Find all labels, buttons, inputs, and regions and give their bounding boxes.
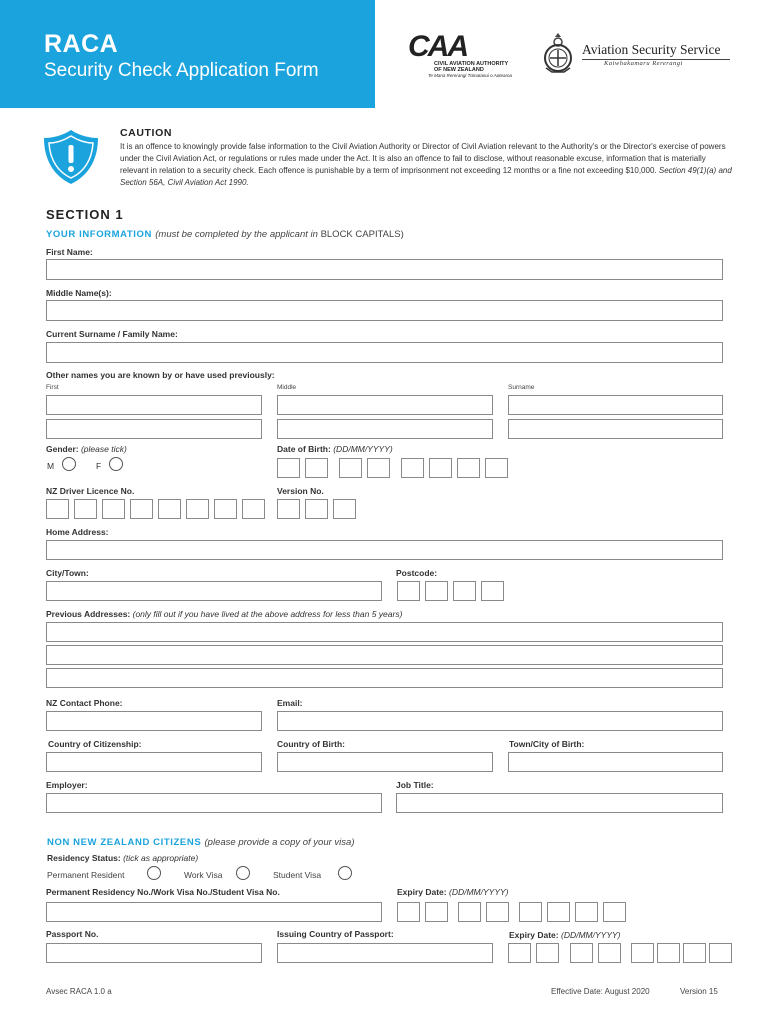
postcode-label: Postcode: xyxy=(396,568,438,578)
licence-char-6[interactable] xyxy=(186,499,209,519)
dob-digit-2[interactable] xyxy=(305,458,328,478)
other-surname-col-label: Surname xyxy=(508,384,535,391)
country-of-birth-label: Country of Birth: xyxy=(277,739,345,749)
passport-expiry-digit-4[interactable] xyxy=(598,943,621,963)
dob-digit-5[interactable] xyxy=(401,458,424,478)
licence-char-2[interactable] xyxy=(74,499,97,519)
gender-f-label: F xyxy=(96,461,102,471)
your-information-note: (must be completed by the applicant in BLOCK CAPITALS) xyxy=(155,229,404,240)
town-of-birth-label: Town/City of Birth: xyxy=(509,739,585,749)
home-address-field[interactable] xyxy=(46,540,723,560)
dob-digit-7[interactable] xyxy=(457,458,480,478)
passport-expiry-digit-1[interactable] xyxy=(508,943,531,963)
middle-names-field[interactable] xyxy=(46,300,723,321)
non-nz-heading: NON NEW ZEALAND CITIZENS (please provide a copy of your visa) xyxy=(47,837,355,848)
gender-m-radio[interactable] xyxy=(62,457,76,471)
passport-expiry-label: Expiry Date: (DD/MM/YYYY) xyxy=(509,930,621,940)
postcode-digit-2[interactable] xyxy=(425,581,448,601)
visa-number-field[interactable] xyxy=(46,902,382,922)
issuing-country-label: Issuing Country of Passport: xyxy=(277,929,394,939)
other-middle-field-1[interactable] xyxy=(277,395,493,415)
passport-expiry-digit-3[interactable] xyxy=(570,943,593,963)
town-of-birth-field[interactable] xyxy=(508,752,723,772)
dob-digit-3[interactable] xyxy=(339,458,362,478)
citizenship-label: Country of Citizenship: xyxy=(48,739,142,749)
caution-title: CAUTION xyxy=(120,127,173,139)
passport-expiry-digit-2[interactable] xyxy=(536,943,559,963)
first-name-label: First Name: xyxy=(46,247,93,257)
licence-char-3[interactable] xyxy=(102,499,125,519)
non-nz-note: (please provide a copy of your visa) xyxy=(204,837,355,848)
version-digit-3[interactable] xyxy=(333,499,356,519)
gender-label: Gender: (please tick) xyxy=(46,444,127,454)
caa-name-line1: CIVIL AVIATION AUTHORITY xyxy=(434,61,509,67)
employer-field[interactable] xyxy=(46,793,382,813)
passport-expiry-digit-6[interactable] xyxy=(657,943,680,963)
previous-address-field-3[interactable] xyxy=(46,668,723,688)
student-visa-label: Student Visa xyxy=(273,870,322,880)
visa-expiry-digit-7[interactable] xyxy=(575,902,598,922)
dob-digit-8[interactable] xyxy=(485,458,508,478)
dob-label: Date of Birth: (DD/MM/YYYY) xyxy=(277,444,393,454)
visa-expiry-digit-8[interactable] xyxy=(603,902,626,922)
permanent-resident-label: Permanent Resident xyxy=(47,870,125,880)
phone-field[interactable] xyxy=(46,711,262,731)
country-of-birth-field[interactable] xyxy=(277,752,493,772)
caution-body: It is an offence to knowingly provide false information to the Civil Aviation Authority or Director of Civil Aviation relevant to the Authority's or the Director's exercise of powers under the Civil Aviation Act, or regulations or rules made under the Act. It is also an offence to fail to disclose, without reasonable excuse, information that is materially relevant in relation to a security check. Each offence is punishable by a term of imprisonment not exceeding 12 months or a fine not exceeding $10,000. xyxy=(120,142,726,175)
previous-addresses-label: Previous Addresses: (only fill out if you have lived at the above address for less than 5 years) xyxy=(46,609,403,619)
gender-m-label: M xyxy=(47,461,55,471)
visa-expiry-digit-3[interactable] xyxy=(458,902,481,922)
section-title: SECTION 1 xyxy=(46,207,124,222)
previous-address-field-2[interactable] xyxy=(46,645,723,665)
version-digit-1[interactable] xyxy=(277,499,300,519)
postcode-digit-1[interactable] xyxy=(397,581,420,601)
licence-char-8[interactable] xyxy=(242,499,265,519)
job-title-label: Job Title: xyxy=(396,780,434,790)
avsec-name: Aviation Security Service xyxy=(582,42,721,57)
licence-char-1[interactable] xyxy=(46,499,69,519)
previous-address-field-1[interactable] xyxy=(46,622,723,642)
dob-digit-1[interactable] xyxy=(277,458,300,478)
licence-char-5[interactable] xyxy=(158,499,181,519)
avsec-crest-icon xyxy=(542,32,574,74)
visa-number-label: Permanent Residency No./Work Visa No./Student Visa No. xyxy=(46,887,280,897)
city-label: City/Town: xyxy=(46,568,89,578)
visa-expiry-digit-4[interactable] xyxy=(486,902,509,922)
caution-text xyxy=(120,141,732,189)
other-names-label: Other names you are known by or have used previously: xyxy=(46,370,275,380)
passport-expiry-digit-8[interactable] xyxy=(709,943,732,963)
city-field[interactable] xyxy=(46,581,382,601)
gender-f-radio[interactable] xyxy=(109,457,123,471)
issuing-country-field[interactable] xyxy=(277,943,493,963)
form-code-title: RACA xyxy=(44,30,119,58)
other-first-col-label: First xyxy=(46,384,59,391)
licence-char-4[interactable] xyxy=(130,499,153,519)
footer-version: Version 15 xyxy=(680,987,718,996)
caa-logo xyxy=(408,30,512,80)
form-title: Security Check Application Form xyxy=(44,60,319,81)
other-surname-field-2[interactable] xyxy=(508,419,723,439)
job-title-field[interactable] xyxy=(396,793,723,813)
work-visa-radio[interactable] xyxy=(236,866,250,880)
caution-reference: Section 49(1)(a) and Section 56A, Civil Aviation Act 1990. xyxy=(120,166,732,187)
passport-label: Passport No. xyxy=(46,929,99,939)
citizenship-field[interactable] xyxy=(46,752,262,772)
version-digit-2[interactable] xyxy=(305,499,328,519)
phone-label: NZ Contact Phone: xyxy=(46,698,123,708)
caa-name-maori: Te Mana Rererangi Tūmatanui o Aotearoa xyxy=(428,73,512,78)
postcode-digit-3[interactable] xyxy=(453,581,476,601)
avsec-maori-name: Kaiwhakamaru Rererangi xyxy=(604,60,683,67)
permanent-resident-radio[interactable] xyxy=(147,866,161,880)
visa-expiry-label: Expiry Date: (DD/MM/YYYY) xyxy=(397,887,509,897)
surname-field[interactable] xyxy=(46,342,723,363)
visa-expiry-digit-5[interactable] xyxy=(519,902,542,922)
passport-field[interactable] xyxy=(46,943,262,963)
other-first-field-1[interactable] xyxy=(46,395,262,415)
caa-name-line2: OF NEW ZEALAND xyxy=(434,67,484,73)
email-label: Email: xyxy=(277,698,303,708)
licence-char-7[interactable] xyxy=(214,499,237,519)
your-information-label: YOUR INFORMATION xyxy=(46,229,153,240)
first-name-field[interactable] xyxy=(46,259,723,280)
postcode-digit-4[interactable] xyxy=(481,581,504,601)
caution-shield-icon xyxy=(40,128,102,186)
version-label: Version No. xyxy=(277,486,324,496)
surname-label: Current Surname / Family Name: xyxy=(46,329,178,339)
licence-label: NZ Driver Licence No. xyxy=(46,486,135,496)
student-visa-radio[interactable] xyxy=(338,866,352,880)
employer-label: Employer: xyxy=(46,780,88,790)
footer-effective-date: Effective Date: August 2020 xyxy=(551,987,650,996)
passport-expiry-digit-5[interactable] xyxy=(631,943,654,963)
other-first-field-2[interactable] xyxy=(46,419,262,439)
residency-label: Residency Status: (tick as appropriate) xyxy=(47,853,199,863)
home-address-label: Home Address: xyxy=(46,527,109,537)
other-surname-field-1[interactable] xyxy=(508,395,723,415)
dob-digit-6[interactable] xyxy=(429,458,452,478)
other-middle-field-2[interactable] xyxy=(277,419,493,439)
passport-expiry-digit-7[interactable] xyxy=(683,943,706,963)
email-field[interactable] xyxy=(277,711,723,731)
visa-expiry-digit-6[interactable] xyxy=(547,902,570,922)
footer-form-id: Avsec RACA 1.0 a xyxy=(46,987,112,996)
dob-digit-4[interactable] xyxy=(367,458,390,478)
work-visa-label: Work Visa xyxy=(184,870,223,880)
visa-expiry-digit-2[interactable] xyxy=(425,902,448,922)
your-information-heading xyxy=(46,229,404,240)
visa-expiry-digit-1[interactable] xyxy=(397,902,420,922)
middle-names-label: Middle Name(s): xyxy=(46,288,112,298)
other-middle-col-label: Middle xyxy=(277,384,297,391)
caa-mark: CAA xyxy=(408,30,467,63)
